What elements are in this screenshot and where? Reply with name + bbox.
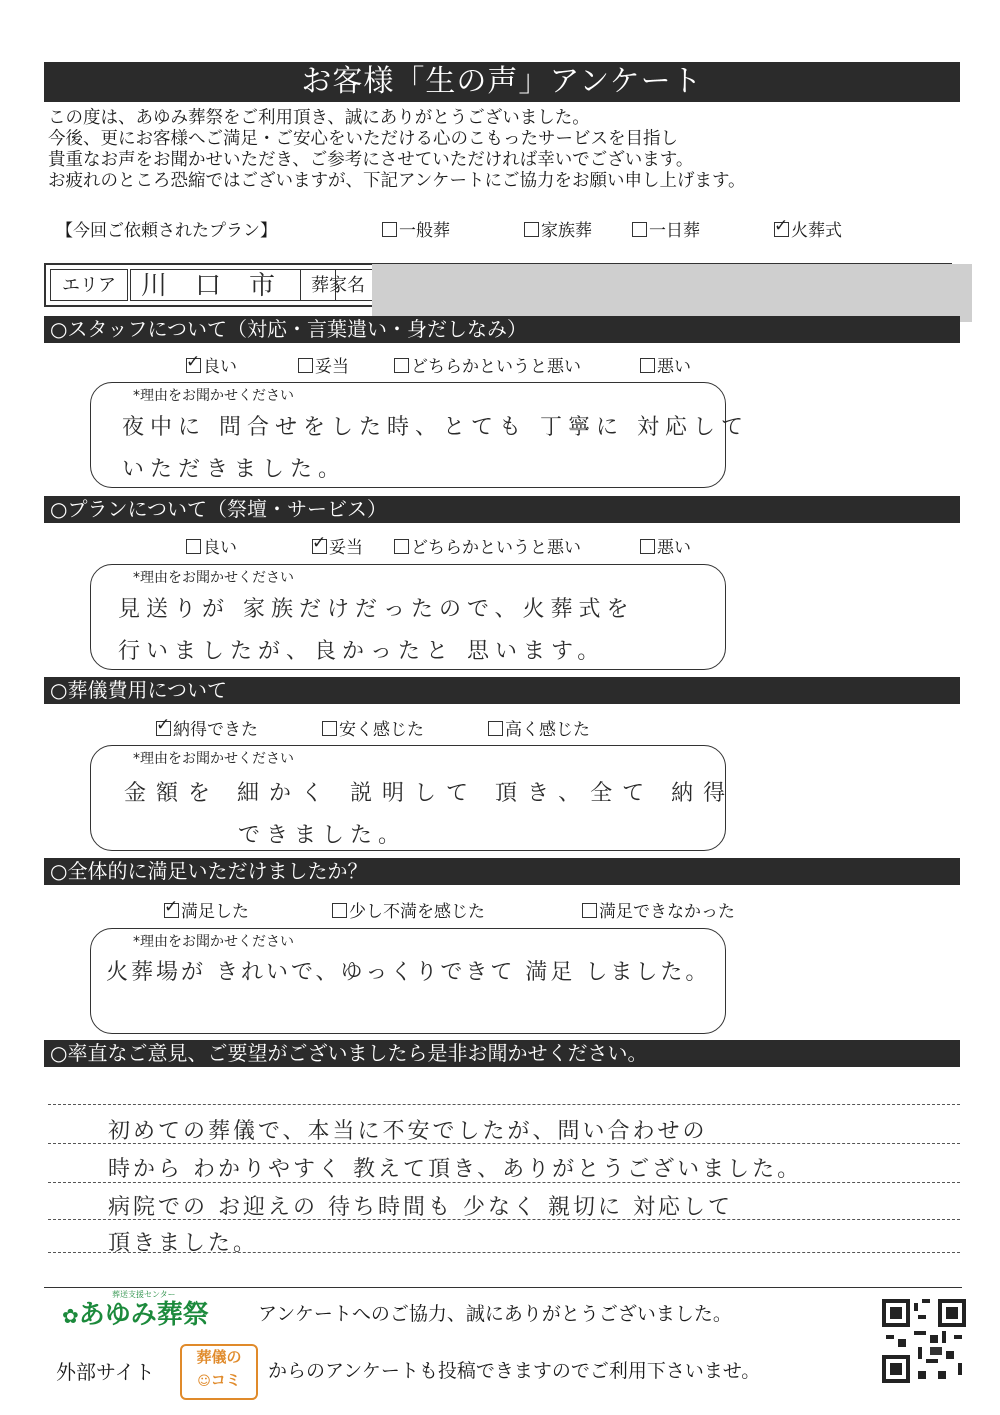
- checkbox[interactable]: [640, 358, 655, 373]
- checkbox-checked[interactable]: [774, 222, 789, 237]
- option-label: 良い: [203, 357, 237, 377]
- handwritten-opinion: 時から わかりやすく 教えて頂き、ありがとうございました。: [108, 1157, 803, 1182]
- section-heading-cost: ○葬儀費用について: [44, 677, 960, 704]
- option-somewhat-bad[interactable]: [394, 533, 581, 558]
- handwritten-opinion: 初めての葬儀で、本当に不安でしたが、問い合わせの: [108, 1119, 708, 1144]
- option-somewhat-bad[interactable]: [394, 352, 581, 377]
- option-label: 妥当: [315, 357, 349, 377]
- option-label: どちらかというと悪い: [411, 357, 581, 377]
- checkbox-checked[interactable]: [156, 721, 171, 736]
- option-label: 満足した: [181, 902, 249, 922]
- checkbox[interactable]: [298, 358, 313, 373]
- smile-icon: ☺: [197, 1374, 211, 1389]
- plan-label: 【今回ご依頼されたプラン】: [56, 221, 277, 241]
- reason-label: *理由をお聞かせください: [130, 931, 297, 951]
- checkbox[interactable]: [394, 539, 409, 554]
- intro-line: この度は、あゆみ葬祭をご利用頂き、誠にありがとうございました。: [48, 108, 590, 128]
- handwritten-comment: 金額を 細かく 説明して 頂き、全て 納得: [124, 781, 736, 806]
- handwritten-comment: できました。: [238, 823, 407, 848]
- checkbox[interactable]: [582, 903, 597, 918]
- area-label: エリア: [50, 269, 128, 301]
- reason-label: *理由をお聞かせください: [130, 567, 297, 587]
- logo-text: あゆみ葬祭: [78, 1300, 209, 1330]
- intro-line: お疲れのところ恐縮ではございますが、下記アンケートにご協力をお願い申し上げます。: [48, 171, 746, 191]
- option-satisfied[interactable]: [164, 897, 249, 922]
- checkbox[interactable]: [322, 721, 337, 736]
- option-cheap[interactable]: [322, 715, 424, 740]
- handwritten-comment: 夜中に 問合せをした時、とても 丁寧に 対応して: [122, 415, 749, 440]
- external-site-label: 外部サイト: [56, 1360, 155, 1384]
- option-label: 満足できなかった: [599, 902, 735, 922]
- checkbox[interactable]: [632, 222, 647, 237]
- option-label: 少し不満を感じた: [349, 902, 485, 922]
- reason-label: *理由をお聞かせください: [130, 748, 297, 768]
- option-good[interactable]: [186, 352, 237, 377]
- logo-subtitle: 葬送支援センター: [112, 1290, 176, 1299]
- intro-line: 貴重なお声をお聞かせいただき、ご参考にさせていただければ幸いでございます。: [48, 150, 694, 170]
- option-dissatisfied[interactable]: [582, 897, 735, 922]
- checkbox[interactable]: [524, 222, 539, 237]
- qr-code-icon[interactable]: [882, 1299, 966, 1383]
- option-fair[interactable]: [298, 352, 349, 377]
- handwritten-comment: 見送りが 家族だけだったので、火葬式を: [118, 597, 635, 622]
- option-label: 一日葬: [649, 221, 700, 241]
- option-label: 良い: [203, 538, 237, 558]
- option-label: 納得できた: [173, 720, 258, 740]
- option-label: 高く感じた: [505, 720, 590, 740]
- external-site-text: からのアンケートも投稿できますのでご利用下さいませ。: [268, 1360, 761, 1382]
- flower-icon: ✿: [62, 1304, 79, 1328]
- thanks-text: アンケートへのご協力、誠にありがとうございました。: [258, 1303, 732, 1325]
- option-bad[interactable]: [640, 533, 691, 558]
- section-heading-opinion: ○率直なご意見、ご要望がございましたら是非お聞かせください。: [44, 1040, 960, 1067]
- plan-option-ichinichiso[interactable]: [632, 216, 700, 241]
- handwritten-comment: いただきました。: [122, 457, 347, 482]
- plan-option-kasoshiki[interactable]: [774, 216, 842, 241]
- family-name-label: 葬家名: [300, 269, 376, 301]
- checkbox[interactable]: [394, 358, 409, 373]
- option-fair[interactable]: [312, 533, 363, 558]
- kuchikomi-bottom: [182, 1368, 256, 1394]
- option-good[interactable]: [186, 533, 237, 558]
- option-label: 家族葬: [541, 221, 592, 241]
- page-title: お客様「生の声」アンケート: [44, 62, 960, 102]
- plan-option-ippanso[interactable]: [382, 216, 450, 241]
- option-slightly-dissatisfied[interactable]: [332, 897, 485, 922]
- option-label: 火葬式: [791, 221, 842, 241]
- handwritten-opinion: 病院での お迎えの 待ち時間も 少なく 親切に 対応して: [108, 1195, 733, 1220]
- handwritten-comment: 行いましたが、良かったと 思います。: [118, 639, 606, 664]
- reason-label: *理由をお聞かせください: [130, 385, 297, 405]
- option-label: 悪い: [657, 538, 691, 558]
- writing-line: [48, 1104, 960, 1105]
- ayumi-logo: [62, 1294, 209, 1331]
- option-label: 一般葬: [399, 221, 450, 241]
- checkbox[interactable]: [186, 539, 201, 554]
- option-label: 悪い: [657, 357, 691, 377]
- option-label: どちらかというと悪い: [411, 538, 581, 558]
- option-label: 妥当: [329, 538, 363, 558]
- checkbox[interactable]: [488, 721, 503, 736]
- section-heading-plan: ○プランについて（祭壇・サービス）: [44, 496, 960, 523]
- kuchikomi-logo[interactable]: [180, 1344, 258, 1400]
- section-heading-overall: ○全体的に満足いただけましたか？: [44, 858, 960, 885]
- plan-option-kazokuso[interactable]: [524, 216, 592, 241]
- kuchikomi-bottom-text: コミ: [210, 1371, 241, 1389]
- checkbox[interactable]: [640, 539, 655, 554]
- option-satisfied[interactable]: [156, 715, 258, 740]
- checkbox-checked[interactable]: [186, 358, 201, 373]
- option-label: 安く感じた: [339, 720, 424, 740]
- area-value: 川口市: [130, 269, 336, 301]
- redaction-block: [372, 264, 972, 322]
- intro-text: [48, 108, 746, 192]
- intro-line: 今後、更にお客様へご満足・ご安心をいただける心のこもったサービスを目指し: [48, 129, 678, 149]
- checkbox-checked[interactable]: [312, 539, 327, 554]
- option-expensive[interactable]: [488, 715, 590, 740]
- section-heading-staff: ○スタッフについて（対応・言葉遣い・身だしなみ）: [44, 316, 960, 343]
- kuchikomi-top: 葬儀の: [196, 1348, 242, 1366]
- checkbox-checked[interactable]: [164, 903, 179, 918]
- option-bad[interactable]: [640, 352, 691, 377]
- handwritten-opinion: 頂きました。: [108, 1231, 259, 1256]
- checkbox[interactable]: [382, 222, 397, 237]
- handwritten-comment: 火葬場が きれいで、ゆっくりできて 満足 しました。: [106, 960, 711, 985]
- checkbox[interactable]: [332, 903, 347, 918]
- footer-divider: [44, 1287, 962, 1288]
